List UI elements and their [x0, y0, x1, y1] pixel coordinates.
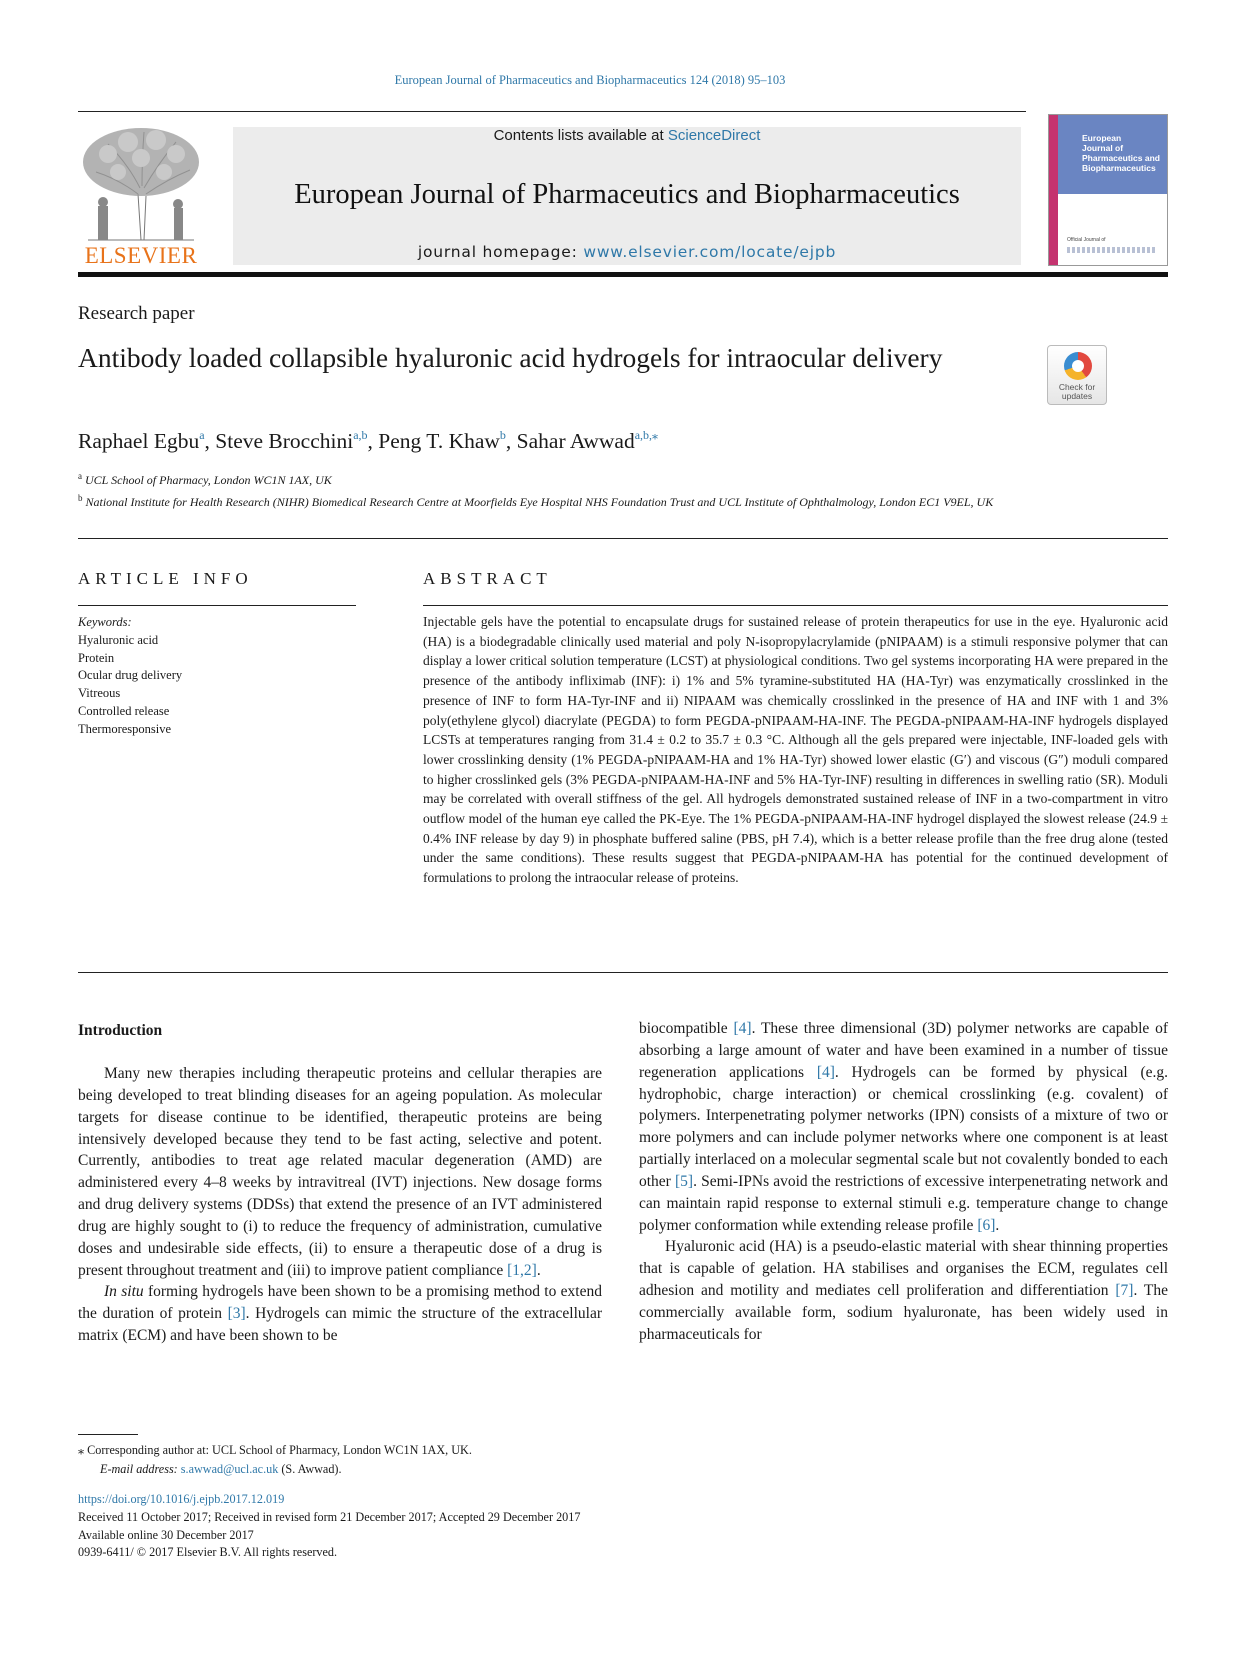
- email-link[interactable]: s.awwad@ucl.ac.uk: [180, 1461, 279, 1476]
- homepage-link[interactable]: www.elsevier.com/locate/ejpb: [583, 243, 837, 261]
- keyword: Ocular drug delivery: [78, 668, 183, 683]
- paragraph-text: . The commercially available form, sodium hyaluronate, has been widely used in pharmaceuticals for: [639, 1282, 1168, 1343]
- header-rule: [78, 111, 1026, 112]
- journal-name: European Journal of Pharmaceutics and Biopharmaceutics: [294, 179, 960, 210]
- homepage-line: [233, 243, 1021, 261]
- received-dates: Received 11 October 2017; Received in revised form 21 December 2017; Accepted 29 December 2017: [78, 1509, 581, 1524]
- cover-side-strip: [1049, 115, 1058, 266]
- keyword: Vitreous: [78, 686, 121, 701]
- body-column-right: [639, 1018, 1168, 1346]
- cover-title-line: Journal of: [1082, 143, 1124, 153]
- abstract-rule: [423, 605, 1168, 606]
- available-online: Available online 30 December 2017: [78, 1527, 254, 1542]
- tree-icon: [78, 124, 204, 242]
- affiliation-sup: a: [78, 471, 82, 481]
- cover-title-line: Pharmaceutics and: [1082, 153, 1160, 163]
- article-title: Antibody loaded collapsible hyaluronic acid hydrogels for intraocular delivery: [78, 342, 943, 373]
- abstract-end-rule: [78, 972, 1168, 973]
- elsevier-wordmark: ELSEVIER: [84, 243, 198, 268]
- check-for-updates-button[interactable]: [1047, 345, 1107, 405]
- keywords-label: Keywords:: [78, 615, 132, 629]
- paragraph-text: . These three dimensional (3D) polymer networks are capable of absorbing a large amount of water and have been examined in a number of tissue regeneration applications: [639, 1020, 1169, 1081]
- copyright: 0939-6411/ © 2017 Elsevier B.V. All rights reserved.: [78, 1545, 338, 1560]
- author-name[interactable]: Raphael Egbu: [78, 429, 200, 453]
- affiliation-sup: b: [78, 493, 83, 503]
- paragraph: Many new therapies including therapeutic proteins and cellular therapies are being developed to treat blinding diseases for an ageing population. As molecular targets for disease continue to be identified, therapeutic proteins are being intensively developed because they tend to be fast acting, selective and potent. Currently, antibodies to treat age related macular degeneration (AMD) are administered every 4–8 weeks by intravitreal (IVT) injections. New dosage forms and drug delivery systems (DDSs) that extend the presence of an IVT administered drug are highly sought to (i) to reduce the frequency of administration, cumulative doses and undesirable side effects, (ii) to ensure a therapeutic dose of a drug is present throughout treatment and (iii) to improve patient compliance [1,2].: [78, 1065, 602, 1279]
- affiliations: [78, 467, 1028, 511]
- footnote-rule: [78, 1434, 138, 1435]
- keywords-block: [78, 614, 182, 739]
- keyword: Hyaluronic acid: [78, 632, 159, 647]
- contents-line: [233, 127, 1021, 144]
- reference-link[interactable]: [4]: [816, 1063, 835, 1081]
- keyword: Protein: [78, 650, 115, 665]
- reference-link[interactable]: [6]: [977, 1216, 996, 1234]
- crossmark-icon: [1064, 352, 1092, 380]
- paragraph-text: . Hydrogels can be formed by physical (e.g. hydrophobic, charge interaction) or chemical crosslinking (e.g. covalent) of polymers. Interpenetrating polymer networks (IPN) consists of a mixture of two or more polymers and can include polymer networks where one component is at least partially interlaced on a molecular segmental scale but not covalently bonded to each other: [639, 1063, 1169, 1190]
- article-info-heading: ARTICLE INFO: [78, 569, 253, 588]
- reference-link[interactable]: [7]: [1115, 1282, 1134, 1300]
- italic-term: In situ: [104, 1283, 144, 1301]
- journal-cover-thumbnail[interactable]: [1048, 114, 1168, 266]
- abstract-heading: ABSTRACT: [423, 569, 552, 588]
- paragraph-text: . Hydrogels can mimic the structure of the extracellular matrix (ECM) and have been shown to be: [78, 1305, 602, 1345]
- paragraph: [639, 1236, 1168, 1345]
- author-name[interactable]: Steve Brocchini: [215, 429, 354, 453]
- affiliation: [78, 489, 1028, 511]
- paragraph-text: biocompatible: [639, 1020, 734, 1037]
- cover-official-text: Official Journal of: [1067, 237, 1106, 243]
- header-thick-rule: [78, 272, 1168, 277]
- paragraph: [78, 1281, 602, 1347]
- abstract-text: Injectable gels have the potential to encapsulate drugs for sustained release of protein therapeutics for use in the eye. Hyaluronic acid (HA) is a biodegradable clinically used material and poly N-isopropylacrylamide (pNIPAAM) is a stimuli responsive polymer that can display a lower critical solution temperature (LCST) at physiological conditions. Two gel systems incorporating HA were prepared in the presence of the antibody infliximab (INF): i) 1% and 5% tyramine-substituted HA (HA-Tyr) was enzymatically crosslinked in the presence of INF to form HA-Tyr-INF and ii) NIPAAM was chemically crosslinked in the presence of HA and INF with 1 and 3% poly(ethylene glycol) diacrylate (PEGDA) to form PEGDA-pNIPAAM-HA-INF. The PEGDA-pNIPAAM-HA-INF hydrogels displayed LCSTs at temperatures ranging from 31.4 ± 0.2 to 35.7 ± 0.3 °C. Although all the gels prepared were injectable, INF-loaded gels with lower crosslinking density (1% PEGDA-pNIPAAM-HA and 1% HA-Tyr) showed lower elastic (G′) and viscous (G″) moduli compared to higher crosslinked gels (3% PEGDA-pNIPAAM-HA-INF and 5% HA-Tyr-INF) resulting in differences in swelling ratio (SR). Moduli may be correlated with overall stiffness of the gel. All hydrogels demonstrated sustained release of INF in a two-compartment in vitro outflow model of the human eye called the PK-Eye. The 1% PEGDA-pNIPAAM-HA-INF hydrogel displayed the slowest release (24.9 ± 0.4% INF release by day 9) in phosphate buffered saline (PBS, pH 7.4), which is a better release profile than the free drug alone (tested under the same conditions). These results suggest that PEGDA-pNIPAAM-HA has potential for the continued development of formulations to prolong the intraocular release of proteins.: [423, 614, 1168, 886]
- author-list: Raphael Egbu$^a$, Steve Brocchini$^{a,b}$, Peng T. Khaw$^b$, Sahar Awwad$^{a,b,⁎}$: [78, 428, 659, 453]
- elsevier-logo[interactable]: [78, 124, 204, 268]
- email-line: [78, 1460, 472, 1479]
- article-type: Research paper: [78, 303, 195, 324]
- journal-banner: [233, 127, 1021, 265]
- journal-citation[interactable]: European Journal of Pharmaceutics and Biopharmaceutics 124 (2018) 95–103: [394, 73, 786, 87]
- cover-title-line: European: [1082, 133, 1122, 143]
- reference-link[interactable]: [4]: [733, 1020, 752, 1037]
- author-affil-sup[interactable]: a,b: [353, 428, 368, 442]
- keyword: Thermoresponsive: [78, 721, 172, 736]
- author-affil-sup[interactable]: b: [499, 428, 506, 442]
- email-label: E-mail address:: [100, 1461, 178, 1476]
- article-info-rule: [78, 605, 356, 606]
- email-suffix: (S. Awwad).: [278, 1461, 342, 1476]
- sciencedirect-link[interactable]: ScienceDirect: [667, 127, 761, 144]
- introduction-heading: Introduction: [78, 1022, 163, 1039]
- cover-title-line: Biopharmaceutics: [1082, 163, 1156, 173]
- section-rule: [78, 538, 1168, 539]
- paragraph-text: Hyaluronic acid (HA) is a pseudo-elastic material with shear thinning properties that is capable of gelation. HA stabilises and organises the ECM, regulates cell adhesion and motility and mediates cell proliferation and differentiation: [639, 1238, 1168, 1300]
- homepage-prefix: journal homepage:: [417, 243, 584, 261]
- paragraph-text: Many new therapies including therapeutic proteins and cellular therapies are being developed to treat blinding diseases for an ageing population. As molecular targets for disease continue to be identified, therapeutic proteins are being intensively developed because they tend to be fast acting, selective and potent. Currently, antibodies to treat age related macular degeneration (AMD) are administered every 4–8 weeks by intravitreal (IVT) injections. New dosage forms and drug delivery systems (DDSs) that extend the presence of an IVT administered drug are highly sought to (i) to reduce the frequency of administration, cumulative doses and undesirable side effects, (ii) to ensure a therapeutic dose of a drug is present throughout treatment and (iii) to improve patient compliance: [78, 1065, 602, 1279]
- paragraph-text: forming hydrogels have been shown to be a promising method to extend the duration of protein: [78, 1283, 602, 1323]
- affiliation: [78, 467, 1028, 489]
- reference-link[interactable]: [1,2]: [507, 1261, 537, 1279]
- cover-title: [1082, 133, 1167, 173]
- contents-prefix: Contents lists available at: [493, 127, 668, 144]
- paragraph-text: . Semi-IPNs avoid the restrictions of excessive interpenetrating network and can maintain rapid response to external stimuli e.g. temperature change to change polymer conformation while extending release profile: [639, 1172, 1168, 1234]
- author-name[interactable]: Sahar Awwad: [516, 429, 635, 453]
- paragraph: biocompatible [4]. These three dimensional (3D) polymer networks are capable of absorbing a large amount of water and have been examined in a number of tissue regeneration applications [4]. Hydrogels can be formed by physical (e.g. hydrophobic, charge interaction) or chemical crosslinking (e.g. covalent) of polymers. Interpenetrating polymer networks (IPN) consists of a mixture of two or more polymers and can include polymer networks where one component is at least partially interlaced on a molecular segmental scale but not covalently bonded to each other [5]. Semi-IPNs avoid the restrictions of excessive interpenetrating network and can maintain rapid response to external stimuli e.g. temperature change to change polymer conformation while extending release profile [6].: [639, 1020, 1169, 1234]
- cover-society-bar: [1067, 247, 1155, 253]
- corresponding-author-note: ⁎ Corresponding author at: UCL School of Pharmacy, London WC1N 1AX, UK.: [78, 1443, 472, 1457]
- keyword: Controlled release: [78, 703, 170, 718]
- footnote: [78, 1441, 472, 1478]
- affiliation-text: UCL School of Pharmacy, London WC1N 1AX, UK: [85, 473, 332, 487]
- body-column-left: [78, 1063, 602, 1347]
- crossmark-label: Check for updates: [1058, 382, 1096, 401]
- affiliation-text: National Institute for Health Research (NIHR) Biomedical Research Centre at Moorfields Eye Hospital NHS Foundation Trust and UCL Institute of Ophthalmology, London EC1 V9EL, UK: [85, 495, 994, 509]
- reference-link[interactable]: [5]: [674, 1172, 694, 1190]
- author-affil-sup[interactable]: a,b,⁎: [634, 428, 659, 442]
- author-affil-sup[interactable]: a: [199, 428, 205, 442]
- reference-link[interactable]: [3]: [227, 1305, 246, 1323]
- publication-info: [78, 1491, 580, 1562]
- author-name[interactable]: Peng T. Khaw: [378, 429, 500, 453]
- doi-link[interactable]: https://doi.org/10.1016/j.ejpb.2017.12.019: [78, 1492, 285, 1506]
